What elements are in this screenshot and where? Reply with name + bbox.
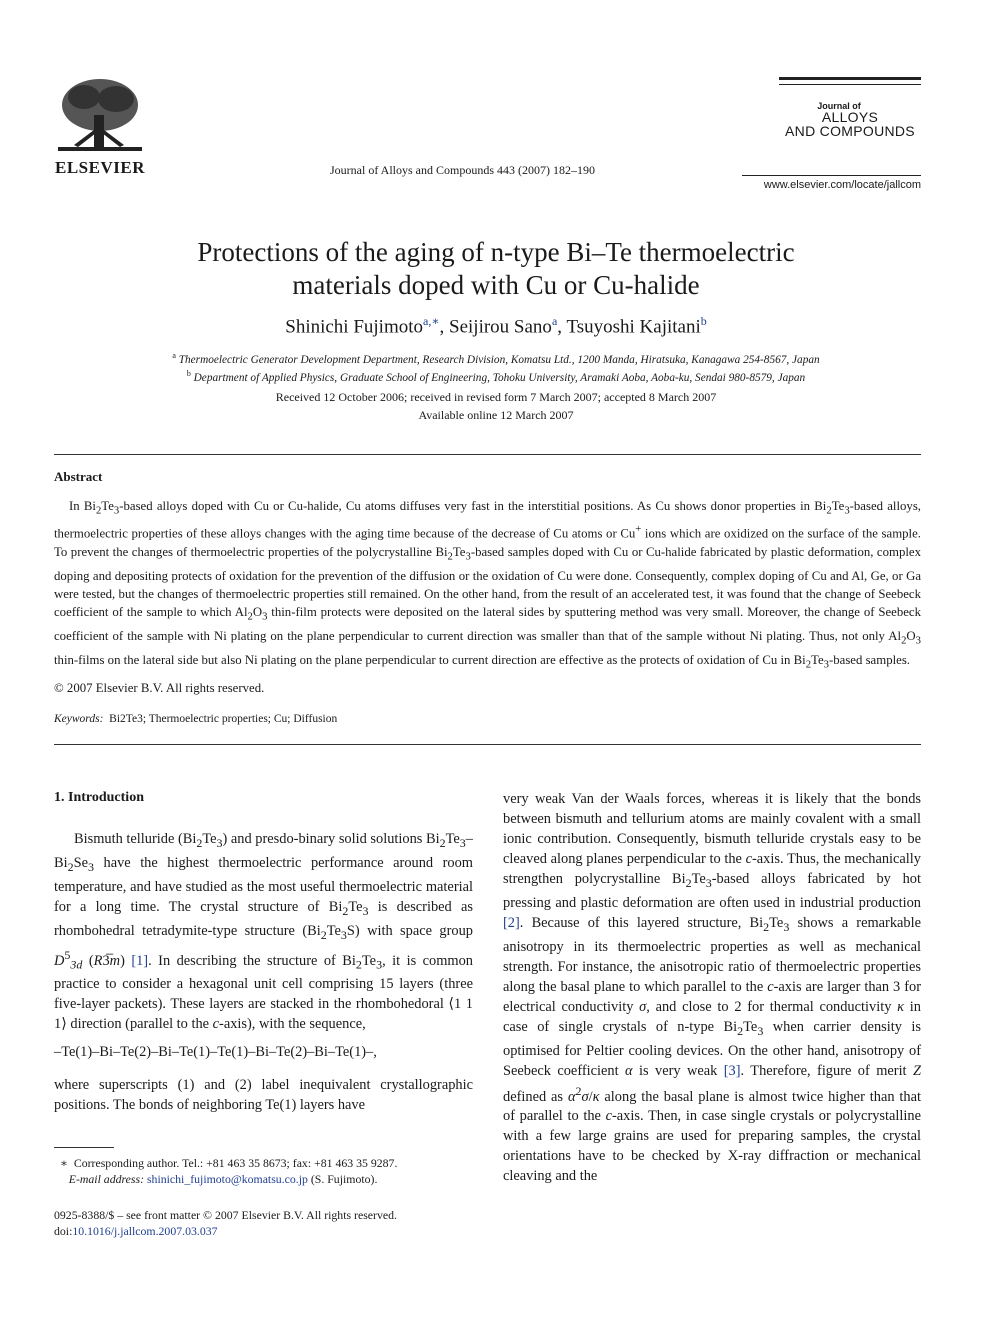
journal-citation: Journal of Alloys and Compounds 443 (2007) 182–190 bbox=[330, 163, 595, 177]
issn-line: 0925-8388/$ – see front matter © 2007 Elsevier B.V. All rights reserved. bbox=[54, 1208, 397, 1222]
author-list: Shinichi Fujimoto$^{a,∗}$, Seijirou Sano$^a$, Tsuyoshi Kajitani$^b$ bbox=[285, 314, 707, 338]
author-affil-mark[interactable]: b bbox=[700, 314, 707, 328]
abstract-text: In $Bi_2Te_3$-based alloys doped with Cu or Cu-halide, Cu atoms diffuses very fast in the interstitial positions. As Cu shows donor properties in $Bi_2Te_3$-based alloys, thermoelectric properties of these alloys changes with the aging time because of the decrease of Cu atoms or Cu+ ions which are oxidized on the surface of the sample. To prevent the changes of thermoelectric properties of the polycrystalline $Bi_2Te_3$-based samples doped with Cu or Cu-halide fabricated by plastic deformation, complex doping and depositing protects of oxidation for the prevention of the diffusion or the oxidation of Cu were done. Consequently, complex doping of Cu and Al, Ge, or Ga were tested, but the changes of thermoelectric properties still remained. On the other hand, from the result of an accelerated test, it was found that the change of Seebeck coefficient of the sample to which $Al_2O_3$ thin-film protects were deposited on the lateral sides by sputtering method was very small. Moreover, the change of Seebeck coefficient of the sample with Ni plating on the plane perpendicular to current direction was smaller than that of the sample without Ni plating. Thus, not only $Al_2O_3$ thin-films on the lateral side but also Ni plating on the plane perpendicular to current direction are effective as the protects of oxidation of Cu in $Bi_2Te_3$-based samples. bbox=[54, 499, 922, 671]
author-affil-mark[interactable]: a,∗ bbox=[423, 314, 440, 328]
doi-label: doi: bbox=[54, 1224, 73, 1238]
divider bbox=[54, 454, 921, 455]
affil-mark: a bbox=[172, 351, 176, 360]
article-title bbox=[80, 236, 912, 302]
journal-url[interactable]: www.elsevier.com/locate/jallcom bbox=[763, 179, 921, 191]
email-link[interactable]: shinichi_fujimoto@komatsu.co.jp bbox=[146, 1172, 308, 1186]
keywords-label: Keywords: bbox=[54, 713, 104, 725]
abstract-copyright: © 2007 Elsevier B.V. All rights reserved. bbox=[54, 681, 265, 695]
footnote-email bbox=[54, 1171, 473, 1187]
abstract-heading: Abstract bbox=[54, 469, 103, 484]
footnote-rule bbox=[54, 1147, 114, 1148]
body-column-left bbox=[54, 829, 473, 1034]
layer-sequence: –Te(1)–Bi–Te(2)–Bi–Te(1)–Te(1)–Bi–Te(2)–Bi–Te(1)–, bbox=[54, 1044, 377, 1060]
footnote-corresponding bbox=[54, 1155, 473, 1171]
body-paragraph: Bismuth telluride $(Bi_2Te_3)$ and presdo-binary solid solutions $Bi_2Te_3-Bi_2Se_3$ have the highest thermoelectric performance around room temperature, and have studied as the most useful thermoelectric material for a long time. The crystal structure of $Bi_2Te_3$ is described as rhombohedral tetradymite-type structure $(Bi_2Te_3S)$ with space group $D^5_{3d}$ (R3̅m) [1]. In describing the structure of $Bi_2Te_3$, it is common practice to consider a hexagonal unit cell comprising 15 layers (three five-layer packets). These layers are stacked in the rhombohedoral ⟨1 1 1⟩ direction (parallel to the c-axis), with the sequence, bbox=[54, 831, 473, 1033]
publisher-name: ELSEVIER bbox=[55, 158, 145, 177]
journal-logo-line2: AND COMPOUNDS bbox=[785, 123, 915, 139]
body-paragraph: very weak Van der Waals forces, whereas it is likely that the bonds between bismuth and tellurium atoms are mainly covalent with a small ionic contribution. Consequently, bismuth telluride crystals easy to be cleaved along planes perpendicular to the c-axis. Thus, the mechanically strengthen polycrystalline $Bi_2Te_3$-based alloys fabricated by hot pressing and plastic deformation are often used in industrial production [2]. Because of this layered structure, $Bi_2Te_3$ shows a remarkable anisotropy in its thermoelectric properties as well as mechanical strength. For instance, the anisotropic ratio of thermoelectric properties along the basal plane to which parallel to the c-axis are larger than 3 for electrical conductivity σ, and close to 2 for thermal conductivity κ in case of single crystals of n-type $Bi_2Te_3$ when carrier density is optimised for Peltier cooling devices. On the other hand, anisotropy of Seebeck coefficient α is very weak [3]. Therefore, figure of merit Z defined as $\alpha^2\sigma/\kappa$ along the basal plane is almost twice higher than that of parallel to the c-axis. Then, in case single crystals or polycrystalline with a few large grains are used for preparing samples, the crystal orientations have to be checked by X-ray diffraction or mechanical cleaving and the bbox=[503, 791, 922, 1185]
title-line-1: Protections of the aging of n-type Bi–Te thermoelectric bbox=[197, 237, 795, 267]
author-affil-mark[interactable]: a bbox=[551, 314, 558, 328]
journal-logo-line1: ALLOYS bbox=[821, 109, 879, 125]
journal-logo-small: Journal of bbox=[817, 101, 861, 111]
body-column-right bbox=[503, 789, 921, 1186]
affil-text: Thermoelectric Generator Development Department, Research Division, Komatsu Ltd., 1200 Manda, Hiratsuka, Kanagawa 254-8567, Japan bbox=[178, 353, 820, 366]
affiliation-a bbox=[60, 351, 932, 366]
author-name: Shinichi Fujimoto bbox=[285, 316, 424, 338]
footnote-mark: ∗ bbox=[59, 1156, 68, 1170]
section-heading: 1. Introduction bbox=[54, 790, 144, 805]
online-date: Available online 12 March 2007 bbox=[418, 408, 574, 422]
doi-line bbox=[54, 1224, 218, 1239]
email-suffix: (S. Fujimoto). bbox=[310, 1172, 378, 1186]
body-column-left-cont bbox=[54, 1075, 473, 1115]
keywords bbox=[54, 713, 337, 725]
doi-link[interactable]: 10.1016/j.jallcom.2007.03.037 bbox=[72, 1224, 218, 1238]
author-name: Tsuyoshi Kajitani bbox=[566, 316, 701, 338]
received-dates: Received 12 October 2006; received in revised form 7 March 2007; accepted 8 March 2007 bbox=[275, 390, 717, 404]
keywords-value: Bi2Te3; Thermoelectric properties; Cu; Diffusion bbox=[109, 713, 338, 725]
title-line-2: materials doped with Cu or Cu-halide bbox=[292, 270, 700, 300]
email-label: E-mail address: bbox=[68, 1172, 145, 1186]
body-paragraph: where superscripts (1) and (2) label inequivalent crystallographic positions. The bonds of neighboring Te(1) layers have bbox=[54, 1077, 473, 1113]
author-name: Seijirou Sano bbox=[449, 316, 552, 338]
header-rule bbox=[742, 175, 921, 176]
divider bbox=[54, 744, 921, 745]
footnote-text: Corresponding author. Tel.: +81 463 35 8673; fax: +81 463 35 9287. bbox=[73, 1156, 398, 1170]
header-rule bbox=[779, 84, 921, 85]
header-rule bbox=[779, 77, 921, 80]
affiliation-b bbox=[60, 369, 932, 384]
journal-logo bbox=[779, 110, 921, 138]
affil-text: Department of Applied Physics, Graduate School of Engineering, Tohoku University, Aramaki Aoba, Aoba-ku, Sendai 980-8579, Japan bbox=[193, 371, 806, 384]
affil-mark: b bbox=[186, 369, 191, 378]
